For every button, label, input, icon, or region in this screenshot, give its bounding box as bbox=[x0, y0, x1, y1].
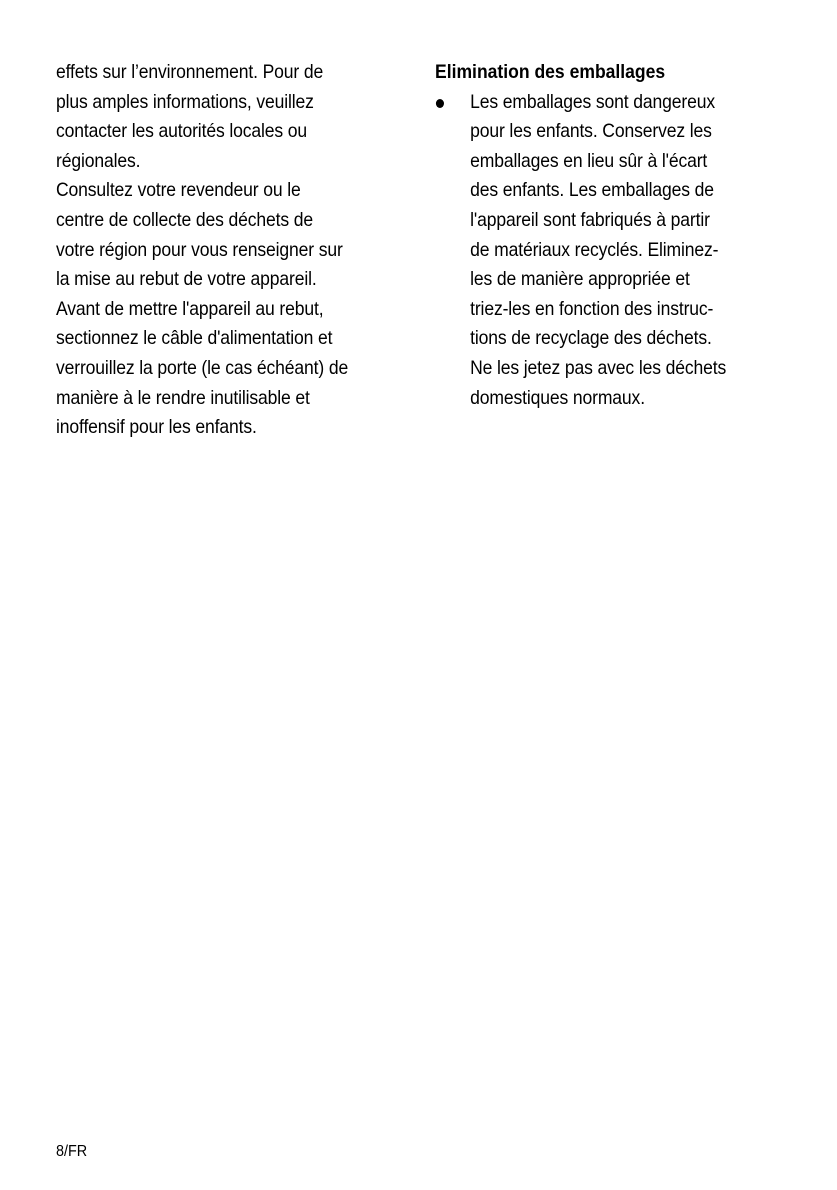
text-line: Consultez votre revendeur ou le bbox=[56, 179, 301, 202]
text-line: contacter les autorités locales ou bbox=[56, 120, 308, 143]
text-line: triez-les en fonction des instruc- bbox=[470, 297, 714, 320]
text-line: de matériaux recyclés. Eliminez- bbox=[470, 238, 719, 261]
text-line: régionales. bbox=[56, 149, 141, 172]
left-column bbox=[56, 58, 405, 443]
page-number: 8/FR bbox=[56, 1143, 88, 1160]
text-line: des enfants. Les emballages de bbox=[470, 179, 714, 202]
text-line: Avant de mettre l'appareil au rebut, bbox=[56, 297, 324, 320]
text-line: tions de recyclage des déchets. bbox=[470, 327, 712, 350]
text-line: verrouillez la porte (le cas échéant) de bbox=[56, 356, 349, 379]
text-line: manière à le rendre inutilisable et bbox=[56, 386, 310, 409]
text-line: domestiques normaux. bbox=[470, 386, 645, 409]
right-column bbox=[435, 58, 788, 413]
text-line: effets sur l’environnement. Pour de bbox=[56, 61, 324, 83]
section-heading: Elimination des emballages bbox=[435, 61, 666, 83]
text-line: inoffensif pour les enfants. bbox=[56, 416, 257, 439]
text-line: centre de collecte des déchets de bbox=[56, 208, 314, 231]
text-line: plus amples informations, veuillez bbox=[56, 90, 314, 113]
text-line: l'appareil sont fabriqués à partir bbox=[470, 208, 710, 231]
bullet-dot-icon bbox=[435, 88, 444, 118]
text-line: votre région pour vous renseigner sur bbox=[56, 238, 343, 261]
text-line: sectionnez le câble d'alimentation et bbox=[56, 327, 333, 350]
text-line: Ne les jetez pas avec les déchets bbox=[470, 356, 727, 379]
text-line: Les emballages sont dangereux bbox=[470, 90, 715, 113]
text-line: la mise au rebut de votre appareil. bbox=[56, 268, 317, 291]
text-line: les de manière appropriée et bbox=[470, 268, 690, 291]
text-line: pour les enfants. Conservez les bbox=[470, 120, 712, 143]
bullet-item bbox=[435, 88, 788, 414]
text-line: emballages en lieu sûr à l'écart bbox=[470, 149, 708, 172]
